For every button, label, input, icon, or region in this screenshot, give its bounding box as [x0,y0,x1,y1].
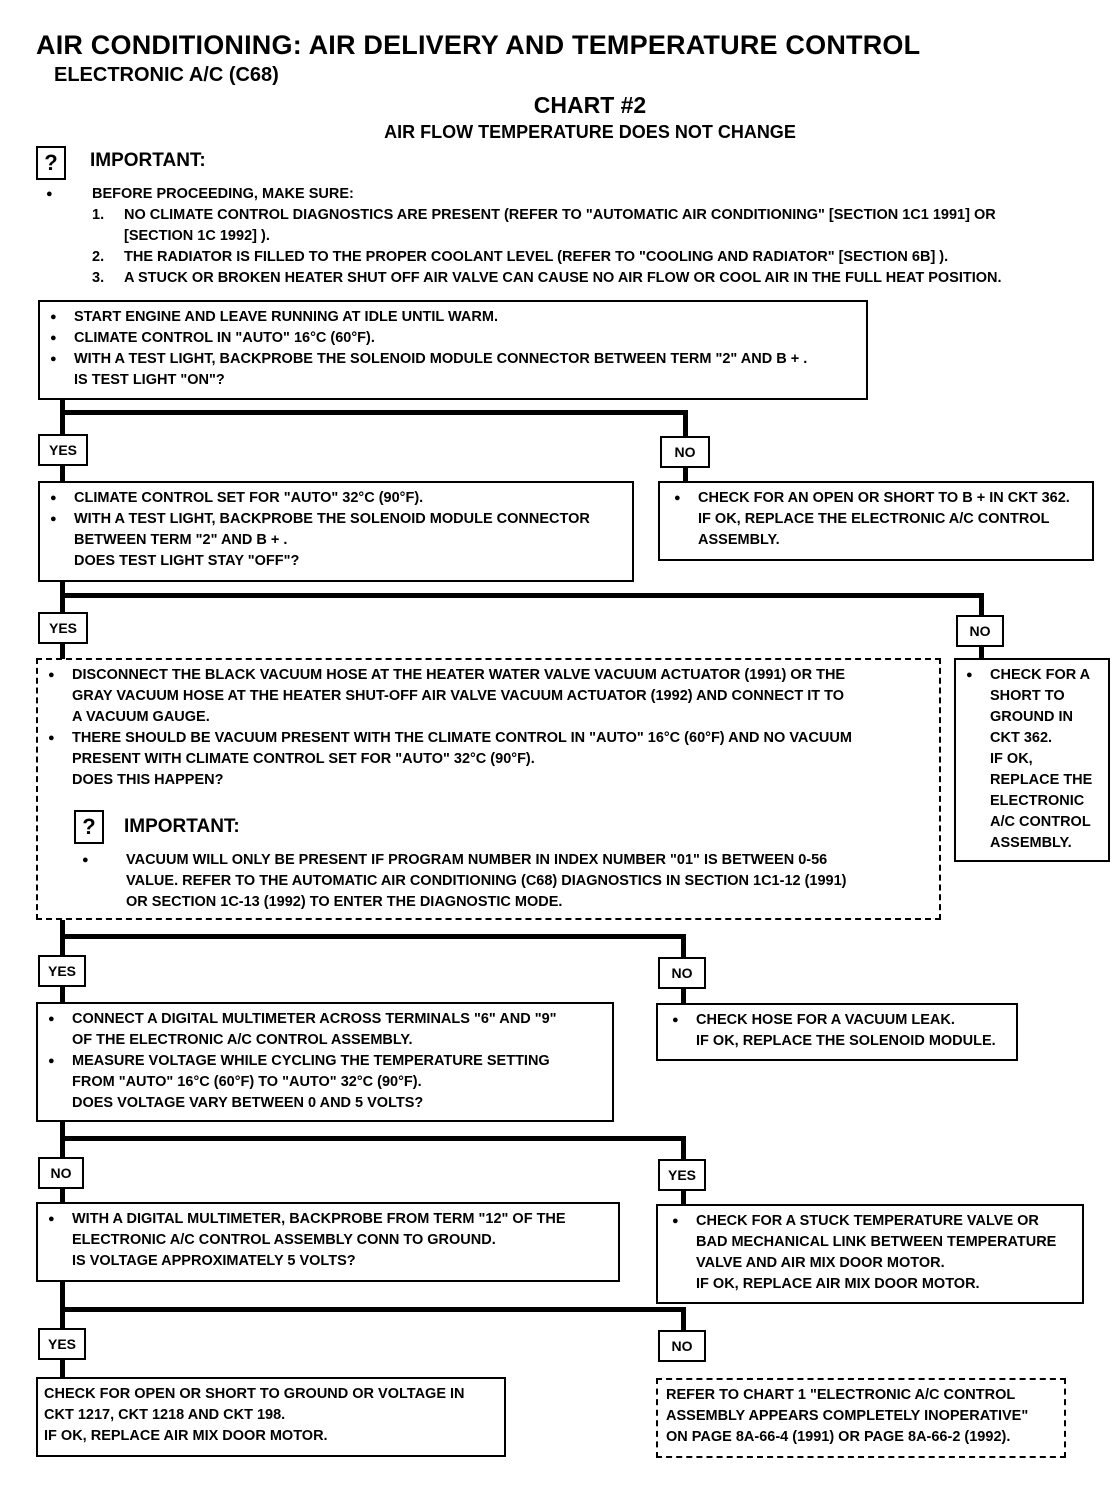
connector [681,1136,686,1160]
no-label: NO [38,1157,84,1189]
important-item-3: 3. A STUCK OR BROKEN HEATER SHUT OFF AIR VALVE CAN CAUSE NO AIR FLOW OR COOL AIR IN THE FULL HEAT POSITION. [92,270,1002,286]
connector [60,1136,686,1141]
connector [60,934,686,939]
connector [681,1307,686,1331]
step1-no-bullet: ● CHECK FOR AN OPEN OR SHORT TO B + IN CKT 362. [672,488,1084,509]
step2-no-line-7: ELECTRONIC [990,793,1085,809]
connector [979,593,984,615]
connector [60,644,65,659]
no-label: NO [956,615,1004,647]
connector [60,1282,65,1328]
step3-bullet-1-cont-1: GRAY VACUUM HOSE AT THE HEATER SHUT-OFF AIR VALVE VACUUM ACTUATOR (1992) AND CONNECT IT TO [72,688,845,704]
step4-yes-line-4: IF OK, REPLACE AIR MIX DOOR MOTOR. [696,1276,980,1292]
connector [683,468,688,482]
step2-question: DOES TEST LIGHT STAY "OFF"? [74,553,300,569]
step1-bullet-2: ● CLIMATE CONTROL IN "AUTO" 16°C (60°F). [48,328,858,349]
step3-no-bullet: ● CHECK HOSE FOR A VACUUM LEAK. [670,1010,1008,1031]
step3-no-box [656,1003,1018,1061]
step5-box [36,1202,620,1282]
step2-no-line-3: GROUND IN [990,709,1073,725]
step5-yes-line-1: CHECK FOR OPEN OR SHORT TO GROUND OR VOLTAGE IN [44,1386,465,1402]
step2-no-line-4: CKT 362. [990,730,1053,746]
step3-no-line-2: IF OK, REPLACE THE SOLENOID MODULE. [696,1033,996,1049]
important-item-2: 2. THE RADIATOR IS FILLED TO THE PROPER COOLANT LEVEL (REFER TO "COOLING AND RADIATOR" [SECTION 6B] ). [92,249,949,265]
step2-no-line-1: ● CHECK FOR A [964,665,1104,686]
step2-no-line-5: IF OK, [990,751,1033,767]
step4-yes-bullet: ● CHECK FOR A STUCK TEMPERATURE VALVE OR [670,1211,1074,1232]
step3-important-cont-2: OR SECTION 1C-13 (1992) TO ENTER THE DIAGNOSTIC MODE. [126,894,563,910]
step4-bullet-2-cont: FROM "AUTO" 16°C (60°F) TO "AUTO" 32°C (90°F). [72,1074,422,1090]
step3-bullet-2-cont: PRESENT WITH CLIMATE CONTROL SET FOR "AUTO" 32°C (90°F). [72,751,535,767]
step3-important-cont-1: VALUE. REFER TO THE AUTOMATIC AIR CONDITIONING (C68) DIAGNOSTICS IN SECTION 1C1-12 (1991) [126,873,847,889]
important-label: IMPORTANT: [90,150,206,171]
page-subtitle: ELECTRONIC A/C (C68) [54,64,279,86]
step4-yes-line-2: BAD MECHANICAL LINK BETWEEN TEMPERATURE [696,1234,1057,1250]
important-icon: ? [74,810,104,844]
step5-bullet-1-cont: ELECTRONIC A/C CONTROL ASSEMBLY CONN TO GROUND. [72,1232,496,1248]
step5-yes-box [36,1377,506,1457]
step3-bullet-2: ● THERE SHOULD BE VACUUM PRESENT WITH THE CLIMATE CONTROL IN "AUTO" 16°C (60°F) AND NO VACUUM [46,728,931,749]
step4-box [36,1002,614,1122]
connector [60,410,688,415]
no-label: NO [658,957,706,989]
connector [60,466,65,482]
important-label: IMPORTANT: [124,816,240,837]
connector [681,989,686,1003]
step4-question: DOES VOLTAGE VARY BETWEEN 0 AND 5 VOLTS? [72,1095,424,1111]
step5-no-line-3: ON PAGE 8A-66-4 (1991) OR PAGE 8A-66-2 (1992). [666,1429,1011,1445]
chart-subtitle: AIR FLOW TEMPERATURE DOES NOT CHANGE [384,122,796,142]
connector [60,400,65,434]
step5-bullet-1: ● WITH A DIGITAL MULTIMETER, BACKPROBE FROM TERM "12" OF THE [46,1209,610,1230]
connector [60,987,65,1003]
connector [60,593,984,598]
yes-label: YES [38,955,86,987]
step5-no-line-2: ASSEMBLY APPEARS COMPLETELY INOPERATIVE" [666,1408,1029,1424]
step2-no-line-8: A/C CONTROL [990,814,1091,830]
no-label: NO [658,1330,706,1362]
important-list [46,184,1106,289]
step5-yes-line-3: IF OK, REPLACE AIR MIX DOOR MOTOR. [44,1428,328,1444]
step1-bullet-3: ● WITH A TEST LIGHT, BACKPROBE THE SOLENOID MODULE CONNECTOR BETWEEN TERM "2" AND B + . [48,349,858,370]
step5-yes-line-2: CKT 1217, CKT 1218 AND CKT 198. [44,1407,286,1423]
chart-title: CHART #2 [533,92,647,118]
step5-question: IS VOLTAGE APPROXIMATELY 5 VOLTS? [72,1253,356,1269]
step4-yes-box [656,1204,1084,1304]
step1-question: IS TEST LIGHT "ON"? [74,372,225,388]
step3-question: DOES THIS HAPPEN? [72,772,224,788]
step2-bullet-2: ● WITH A TEST LIGHT, BACKPROBE THE SOLENOID MODULE CONNECTOR [48,509,624,530]
page-title: AIR CONDITIONING: AIR DELIVERY AND TEMPERATURE CONTROL [36,30,921,60]
step3-bullet-1-cont-2: A VACUUM GAUGE. [72,709,210,725]
step2-box [38,481,634,582]
step2-bullet-2-cont: BETWEEN TERM "2" AND B + . [74,532,288,548]
connector [60,1307,686,1312]
important-item-1-cont: [SECTION 1C 1992] ). [124,228,270,244]
connector [683,410,688,436]
connector [60,1189,65,1203]
yes-label: YES [38,612,88,644]
step4-bullet-1: ● CONNECT A DIGITAL MULTIMETER ACROSS TERMINALS "6" AND "9" [46,1009,604,1030]
connector [681,1191,686,1205]
step3-important-note [82,850,932,913]
step1-bullet-1: ● START ENGINE AND LEAVE RUNNING AT IDLE UNTIL WARM. [48,307,858,328]
step2-no-box [954,658,1110,862]
step4-yes-line-3: VALVE AND AIR MIX DOOR MOTOR. [696,1255,945,1271]
step2-no-line-9: ASSEMBLY. [990,835,1072,851]
step1-no-line-2: IF OK, REPLACE THE ELECTRONIC A/C CONTROL [698,511,1050,527]
step4-bullet-2: ● MEASURE VOLTAGE WHILE CYCLING THE TEMPERATURE SETTING [46,1051,604,1072]
step2-no-line-2: SHORT TO [990,688,1065,704]
connector [681,934,686,958]
no-label: NO [660,436,710,468]
step5-no-line-1: REFER TO CHART 1 "ELECTRONIC A/C CONTROL [666,1387,1016,1403]
yes-label: YES [658,1159,706,1191]
step1-no-box [658,481,1094,561]
step5-no-box [656,1378,1066,1458]
connector [60,1360,65,1378]
step2-bullet-1: ● CLIMATE CONTROL SET FOR "AUTO" 32°C (90°F). [48,488,624,509]
step4-bullet-1-cont: OF THE ELECTRONIC A/C CONTROL ASSEMBLY. [72,1032,413,1048]
step2-no-line-6: REPLACE THE [990,772,1093,788]
important-item-1: 1. NO CLIMATE CONTROL DIAGNOSTICS ARE PRESENT (REFER TO "AUTOMATIC AIR CONDITIONING" [SECTION 1C1 1991] OR [92,207,996,223]
important-icon: ? [36,146,66,180]
step3-bullet-1: ● DISCONNECT THE BLACK VACUUM HOSE AT THE HEATER WATER VALVE VACUUM ACTUATOR (1991) OR THE [46,665,931,686]
step1-box [38,300,868,400]
step3-important-bullet: ● VACUUM WILL ONLY BE PRESENT IF PROGRAM NUMBER IN INDEX NUMBER "01" IS BETWEEN 0-56 [82,852,828,868]
important-intro: ● BEFORE PROCEEDING, MAKE SURE: [46,186,354,202]
step1-no-line-3: ASSEMBLY. [698,532,780,548]
yes-label: YES [38,434,88,466]
yes-label: YES [38,1328,86,1360]
